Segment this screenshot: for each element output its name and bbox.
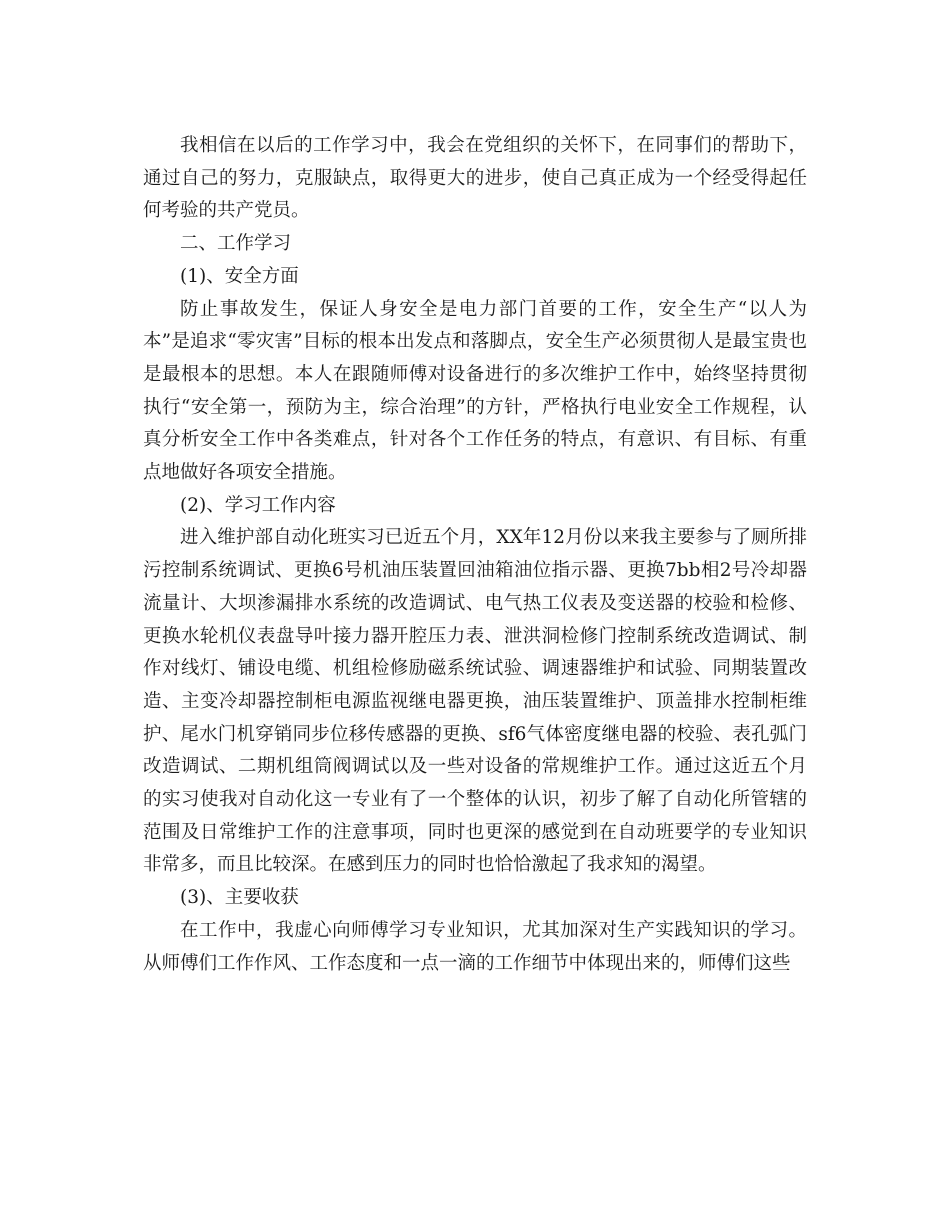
section-heading-work-study: 二、工作学习 (180, 233, 292, 255)
paragraph-conclusion: 我相信在以后的工作学习中，我会在党组织的关怀下，在同事们的帮助下，通过自己的努力，克服缺点，取得更大的进步，使自己真正成为一个经受得起任何考验的共产党员。 (143, 135, 807, 222)
paragraph-study-content: 进入维护部自动化班实习已近五个月，XX年12月份以来我主要参与了厕所排污控制系统调试、更换6号机油压装置回油箱油位指示器、更换7bb相2号冷却器流量计、大坝渗漏排水系统的改造调试、电气热工仪表及变送器的校验和检修、更换水轮机仪表盘导叶接力器开腔压力表、泄洪洞检修门控制系统改造调试、制作对线灯、铺设电缆、机组检修励磁系统试验、调速器维护和试验、同期装置改造、主变冷却器控制柜电源监视继电器更换，油压装置维护、顶盖排水控制柜维护、尾水门机穿销同步位移传感器的更换、sf6气体密度继电器的校验、表孔弧门改造调试、二期机组筒阀调试以及一些对设备的常规维护工作。通过这近五个月的实习使我对自动化这一专业有了一个整体的认识，初步了解了自动化所管辖的范围及日常维护工作的注意事项，同时也更深的感觉到在自动班要学的专业知识非常多，而且比较深。在感到压力的同时也恰恰激起了我求知的渴望。 (143, 527, 807, 876)
paragraph-safety: 防止事故发生，保证人身安全是电力部门首要的工作，安全生产“以人为本”是追求“零灾害”目标的根本出发点和落脚点，安全生产必须贯彻人是最宝贵也是最根本的思想。本人在跟随师傅对设备进行的多次维护工作中，始终坚持贯彻执行“安全第一，预防为主，综合治理”的方针，严格执行电业安全工作规程，认真分析安全工作中各类难点，针对各个工作任务的特点，有意识、有目标、有重点地做好各项安全措施。 (143, 298, 807, 484)
subsection-heading-gains: (3)、主要收获 (180, 887, 299, 909)
document-body (143, 130, 807, 980)
subsection-heading-safety: (1)、安全方面 (180, 265, 299, 287)
subsection-heading-study-content: (2)、学习工作内容 (180, 494, 336, 516)
paragraph-gains: 在工作中，我虚心向师傅学习专业知识，尤其加深对生产实践知识的学习。从师傅们工作作风、工作态度和一点一滴的工作细节中体现出来的，师傅们这些 (143, 919, 807, 974)
